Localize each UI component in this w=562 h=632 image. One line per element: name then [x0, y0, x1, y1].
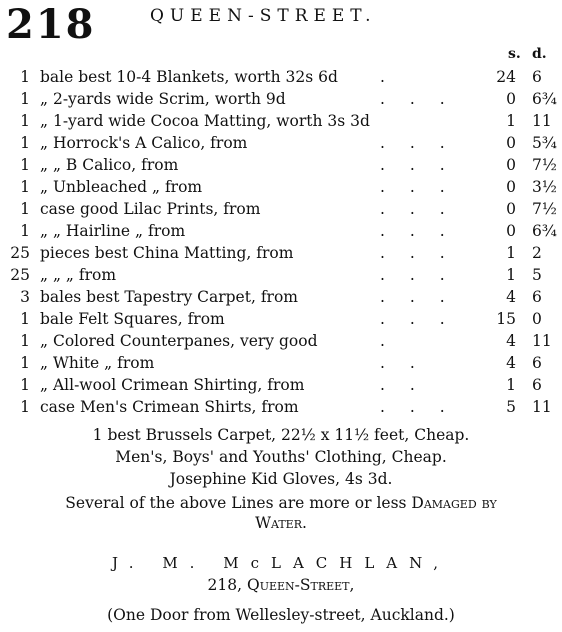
- item-shillings: 0: [506, 222, 516, 240]
- item-shillings: 24: [496, 68, 516, 86]
- list-item: [0, 396, 562, 418]
- shillings-header: s.: [508, 46, 521, 62]
- item-description: „ 2-yards wide Scrim, worth 9d: [40, 90, 286, 108]
- list-item: [0, 352, 562, 374]
- item-pence: 11: [532, 398, 552, 416]
- list-item: [0, 220, 562, 242]
- item-leader-dots: . . .: [380, 156, 455, 174]
- item-pence: 3½: [532, 178, 557, 196]
- list-item: [0, 88, 562, 110]
- list-item: [0, 242, 562, 264]
- item-leader-dots: . . .: [380, 398, 455, 416]
- item-shillings: 1: [506, 266, 516, 284]
- item-shillings: 4: [506, 288, 516, 306]
- item-leader-dots: . . .: [380, 222, 455, 240]
- item-leader-dots: . .: [380, 354, 425, 372]
- item-description: „ Horrock's A Calico, from: [40, 134, 248, 152]
- list-item: [0, 132, 562, 154]
- item-shillings: 0: [506, 90, 516, 108]
- street-number: 218: [6, 1, 96, 48]
- list-item: [0, 308, 562, 330]
- list-item: [0, 66, 562, 88]
- item-pence: 2: [532, 244, 542, 262]
- list-item: [0, 264, 562, 286]
- item-description: „ Colored Counterpanes, very good: [40, 332, 318, 350]
- item-description: „ „ „ from: [40, 266, 117, 284]
- item-quantity: 1: [20, 332, 30, 350]
- item-description: case Men's Crimean Shirts, from: [40, 398, 299, 416]
- item-pence: 0: [532, 310, 542, 328]
- item-shillings: 0: [506, 200, 516, 218]
- item-pence: 6: [532, 68, 542, 86]
- pence-header: d.: [532, 46, 547, 62]
- item-leader-dots: . . .: [380, 90, 455, 108]
- item-leader-dots: . . .: [380, 200, 455, 218]
- gloves-line: Josephine Kid Gloves, 4s 3d.: [169, 470, 393, 488]
- item-leader-dots: .: [380, 68, 395, 86]
- clothing-line: Men's, Boys' and Youths' Clothing, Cheap.: [115, 448, 447, 466]
- item-leader-dots: . . .: [380, 178, 455, 196]
- item-pence: 5: [532, 266, 542, 284]
- item-description: „ White „ from: [40, 354, 155, 372]
- list-item: [0, 286, 562, 308]
- carpet-line: 1 best Brussels Carpet, 22½ x 11½ feet, Cheap.: [92, 426, 470, 444]
- item-quantity: 1: [20, 310, 30, 328]
- street-name: QUEEN-STREET.: [150, 6, 377, 26]
- item-pence: 6: [532, 376, 542, 394]
- item-quantity: 3: [20, 288, 30, 306]
- proprietor-name: J. M. McLACHLAN,: [111, 554, 451, 572]
- item-description: bale best 10-4 Blankets, worth 32s 6d: [40, 68, 338, 86]
- item-description: „ „ B Calico, from: [40, 156, 179, 174]
- item-pence: 6: [532, 354, 542, 372]
- item-description: „ „ Hairline „ from: [40, 222, 186, 240]
- list-item: [0, 374, 562, 396]
- damaged-emphasis: Damaged by: [411, 494, 497, 512]
- item-description: pieces best China Matting, from: [40, 244, 294, 262]
- item-pence: 11: [532, 332, 552, 350]
- item-pence: 5¾: [532, 134, 557, 152]
- item-quantity: 1: [20, 222, 30, 240]
- item-shillings: 4: [506, 354, 516, 372]
- item-shillings: 0: [506, 156, 516, 174]
- item-pence: 7½: [532, 156, 557, 174]
- item-description: „ All-wool Crimean Shirting, from: [40, 376, 305, 394]
- item-pence: 6: [532, 288, 542, 306]
- item-shillings: 1: [506, 376, 516, 394]
- item-description: bales best Tapestry Carpet, from: [40, 288, 298, 306]
- list-item: [0, 176, 562, 198]
- item-pence: 6¾: [532, 222, 557, 240]
- item-description: „ 1-yard wide Cocoa Matting, worth 3s 3d: [40, 112, 370, 130]
- item-leader-dots: . .: [380, 376, 425, 394]
- item-shillings: 5: [506, 398, 516, 416]
- item-shillings: 0: [506, 178, 516, 196]
- list-item: [0, 154, 562, 176]
- item-quantity: 1: [20, 112, 30, 130]
- proprietor-address: 218, Queen-Street,: [207, 576, 355, 594]
- item-quantity: 1: [20, 178, 30, 196]
- item-pence: 6¾: [532, 90, 557, 108]
- damaged-notice: [0, 494, 562, 512]
- list-item: [0, 198, 562, 220]
- item-description: case good Lilac Prints, from: [40, 200, 261, 218]
- item-quantity: 1: [20, 68, 30, 86]
- item-description: bale Felt Squares, from: [40, 310, 225, 328]
- item-quantity: 1: [20, 90, 30, 108]
- item-shillings: 1: [506, 112, 516, 130]
- list-item: [0, 330, 562, 352]
- proprietor-location: (One Door from Wellesley-street, Auckland.): [107, 606, 455, 624]
- item-shillings: 1: [506, 244, 516, 262]
- item-quantity: 1: [20, 376, 30, 394]
- item-leader-dots: . . .: [380, 310, 455, 328]
- item-quantity: 1: [20, 200, 30, 218]
- item-quantity: 1: [20, 156, 30, 174]
- item-leader-dots: .: [380, 332, 395, 350]
- list-item: [0, 110, 562, 132]
- item-quantity: 1: [20, 354, 30, 372]
- item-shillings: 4: [506, 332, 516, 350]
- item-quantity: 1: [20, 398, 30, 416]
- item-pence: 7½: [532, 200, 557, 218]
- water-notice: Water.: [255, 514, 307, 532]
- item-pence: 11: [532, 112, 552, 130]
- item-shillings: 0: [506, 134, 516, 152]
- item-quantity: 25: [10, 266, 30, 284]
- item-leader-dots: . . .: [380, 266, 455, 284]
- item-leader-dots: . . .: [380, 244, 455, 262]
- item-quantity: 25: [10, 244, 30, 262]
- item-description: „ Unbleached „ from: [40, 178, 203, 196]
- item-leader-dots: . . .: [380, 134, 455, 152]
- item-shillings: 15: [496, 310, 516, 328]
- item-leader-dots: . . .: [380, 288, 455, 306]
- item-quantity: 1: [20, 134, 30, 152]
- damaged-text: Several of the above Lines are more or less: [65, 494, 407, 512]
